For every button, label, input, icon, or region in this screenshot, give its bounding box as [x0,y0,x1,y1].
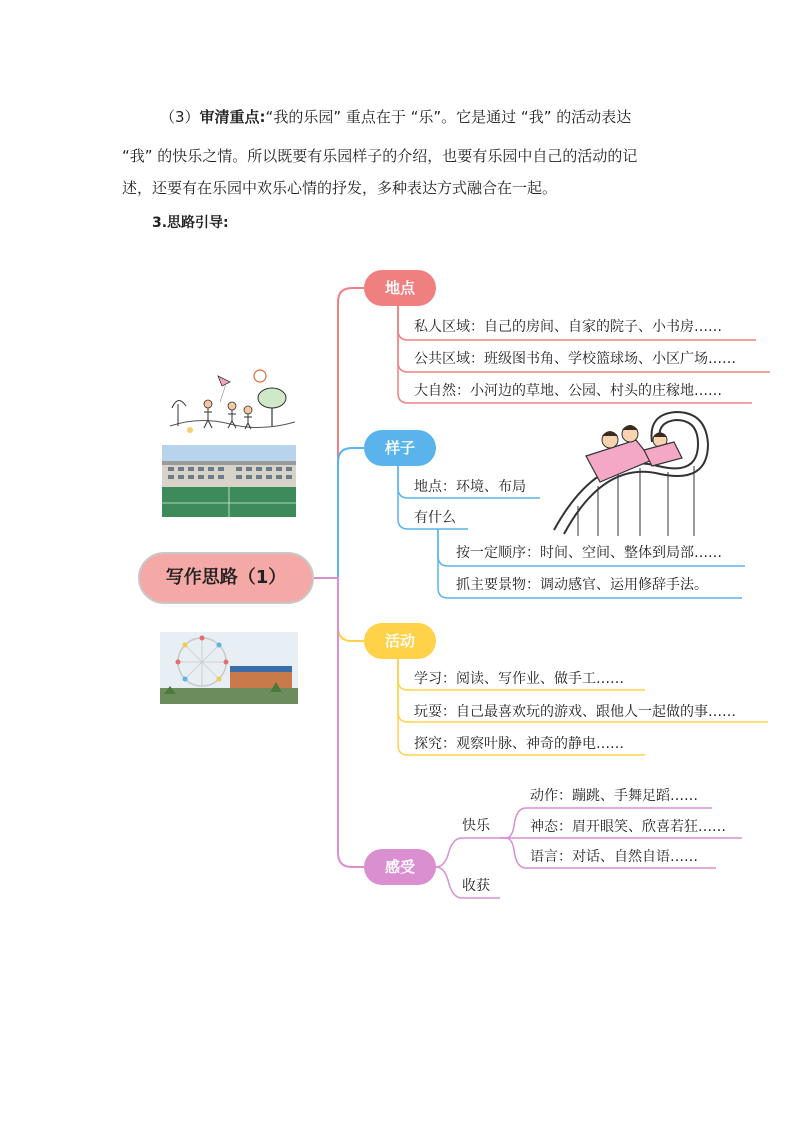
huodong-item-3: 探究：观察叶脉、神奇的静电…… [414,736,624,752]
children-playing-sketch [160,366,298,438]
intro-line-1-text: “我的乐园” 重点在于 “乐”。它是通过 “我” 的活动表达 [265,108,632,126]
didian-item-1: 私人区域：自己的房间、自家的院子、小书房…… [414,319,722,335]
ferris-wheel-photo [160,632,298,704]
ganshou-subitem-2: 神态：眉开眼笑、欣喜若狂…… [530,819,726,835]
intro-prefix: （3） [160,108,200,126]
huodong-item-2: 玩耍：自己最喜欢玩的游戏、跟他人一起做的事…… [414,704,736,720]
ganshou-subitem-1: 动作：蹦跳、手舞足蹈…… [530,788,698,804]
trunk-purple [314,578,364,867]
yangzi-subitem-2: 抓主要景物：调动感官、运用修辞手法。 [456,577,708,593]
intro-line-3: 述，还要有在乐园中欢乐心情的抒发，多种表达方式融合在一起。 [122,179,558,197]
yangzi-item-1: 地点：环境、布局 [414,479,526,495]
branch-didian: 地点 [364,270,436,306]
ganshou-item-kuaile: 快乐 [462,818,490,834]
branch-ganshou: 感受 [364,849,436,885]
trunk-blue [338,448,364,578]
intro-bold-heading: 审清重点: [199,108,266,126]
trunk-yellow [338,578,364,641]
roller-coaster-illustration [548,410,720,536]
branch-yangzi: 样子 [364,430,436,466]
intro-line-2: “我” 的快乐之情。所以既要有乐园样子的介绍，也要有乐园中自己的活动的记 [122,147,638,165]
didian-item-3: 大自然：小河边的草地、公园、村头的庄稼地…… [414,383,722,399]
section-heading: 3.思路引导: [152,215,229,231]
branch-huodong: 活动 [364,623,436,659]
didian-item-2: 公共区域：班级图书角、学校篮球场、小区广场…… [414,351,736,367]
yangzi-subitem-1: 按一定顺序：时间、空间、整体到局部…… [456,545,722,561]
ganshou-subitem-3: 语言：对话、自然自语…… [530,849,698,865]
yangzi-item-2: 有什么 [414,510,456,526]
center-node: 写作思路（1） [138,552,314,604]
ganshou-item-shouhuo: 收获 [462,878,490,894]
huodong-item-1: 学习：阅读、写作业、做手工…… [414,671,624,687]
school-building-photo [162,445,296,517]
